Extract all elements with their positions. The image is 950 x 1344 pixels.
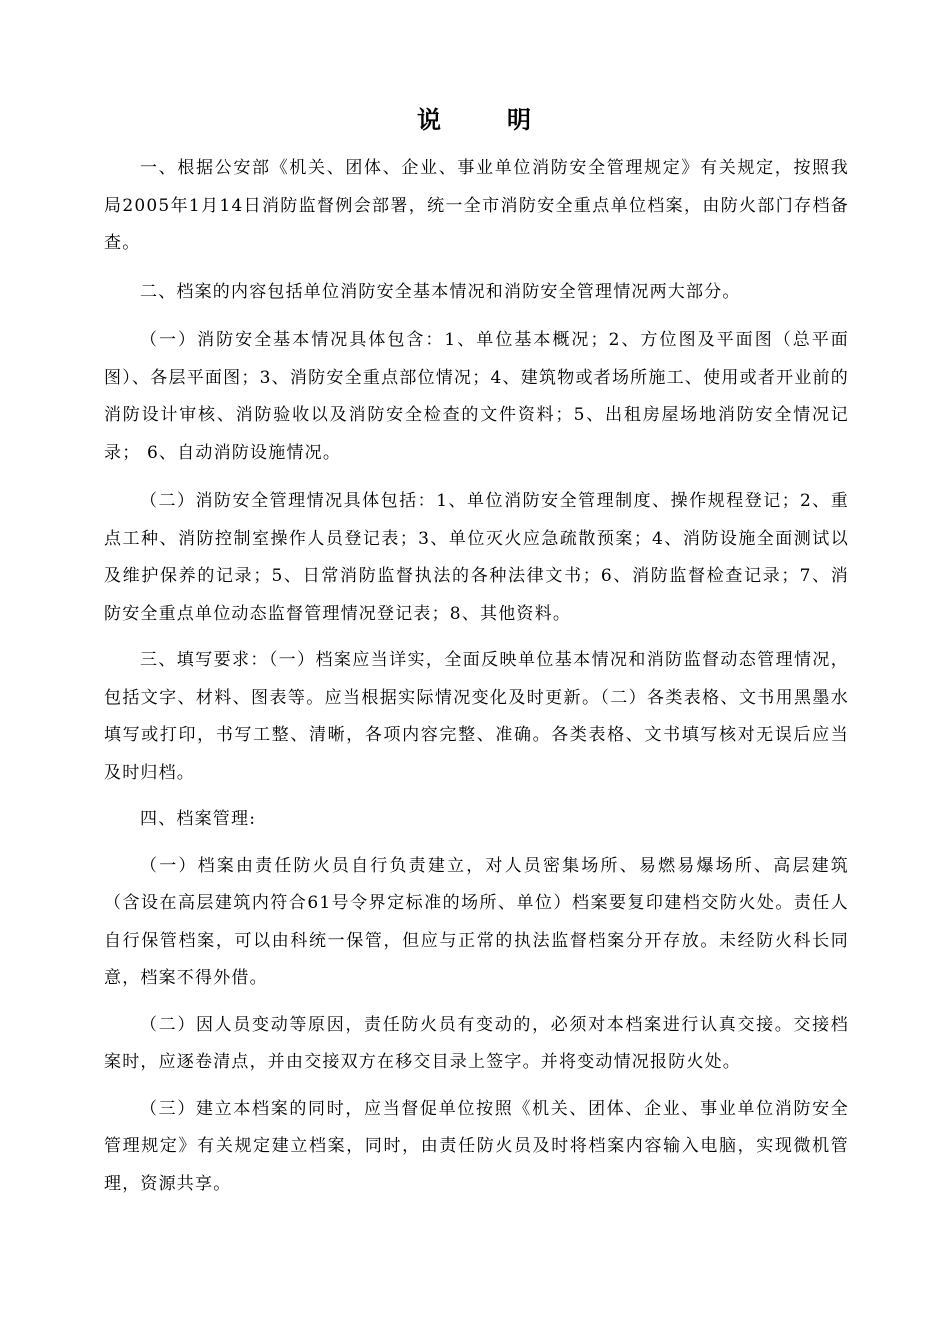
paragraph-4-2-handover: （二）因人员变动等原因，责任防火员有变动的，必须对本档案进行认真交接。交接档案时，应逐卷清点，并由交接双方在移交目录上签字。并将变动情况报防火处。 — [104, 1014, 849, 1072]
paragraph-2-contents: 二、档案的内容包括单位消防安全基本情况和消防安全管理情况两大部分。 — [140, 281, 741, 302]
paragraph-1-basis: 一、根据公安部《机关、团体、企业、事业单位消防安全管理规定》有关规定，按照我局2005年1月14日消防监督例会部署，统一全市消防安全重点单位档案，由防火部门存档备查。 — [104, 158, 849, 253]
paragraph-4-1-establishment: （一）档案由责任防火员自行负责建立，对人员密集场所、易燃易爆场所、高层建筑（含设在高层建筑内符合61号令界定标准的场所、单位）档案要复印建档交防火处。责任人自行保管档案，可以由科统一保管，但应与正常的执法监督档案分开存放。未经防火科长同意，档案不得外借。 — [104, 855, 849, 988]
paragraph-2-1-basic-info: （一）消防安全基本情况具体包含：1、单位基本概况；2、方位图及平面图（总平面图）、各层平面图；3、消防安全重点部位情况；4、建筑物或者场所施工、使用或者开业前的消防设计审核、消防验收以及消防安全检查的文件资料；5、出租房屋场地消防安全情况记录； 6、自动消防设施情况。 — [104, 330, 849, 463]
paragraph-4-archive-management: 四、档案管理: — [140, 809, 257, 829]
paragraph-4-3-computerization: （三）建立本档案的同时，应当督促单位按照《机关、团体、企业、事业单位消防安全管理规定》有关规定建立档案，同时，由责任防火员及时将档案内容输入电脑，实现微机管理，资源共享。 — [104, 1098, 849, 1194]
title-char-right: 明 — [507, 106, 533, 134]
paragraph-2-2-management-info: （二）消防安全管理情况具体包括：1、单位消防安全管理制度、操作规程登记；2、重点工种、消防控制室操作人员登记表；3、单位灭火应急疏散预案；4、消防设施全面测试以及维护保养的记录；5、日常消防监督执法的各种法律文书；6、消防监督检查记录；7、消防安全重点单位动态监督管理情况登记表；8、其他资料。 — [104, 491, 849, 624]
paragraph-3-filling-requirements: 三、填写要求：（一）档案应当详实，全面反映单位基本情况和消防监督动态管理情况，包括文字、材料、图表等。应当根据实际情况变化及时更新。（二）各类表格、文书用黑墨水填写或打印，书写工整、清晰，各项内容完整、准确。各类表格、文书填写核对无误后应当及时归档。 — [104, 650, 849, 783]
document-body — [104, 150, 849, 1203]
title-char-left: 说 — [417, 106, 443, 134]
page-title — [0, 100, 950, 140]
